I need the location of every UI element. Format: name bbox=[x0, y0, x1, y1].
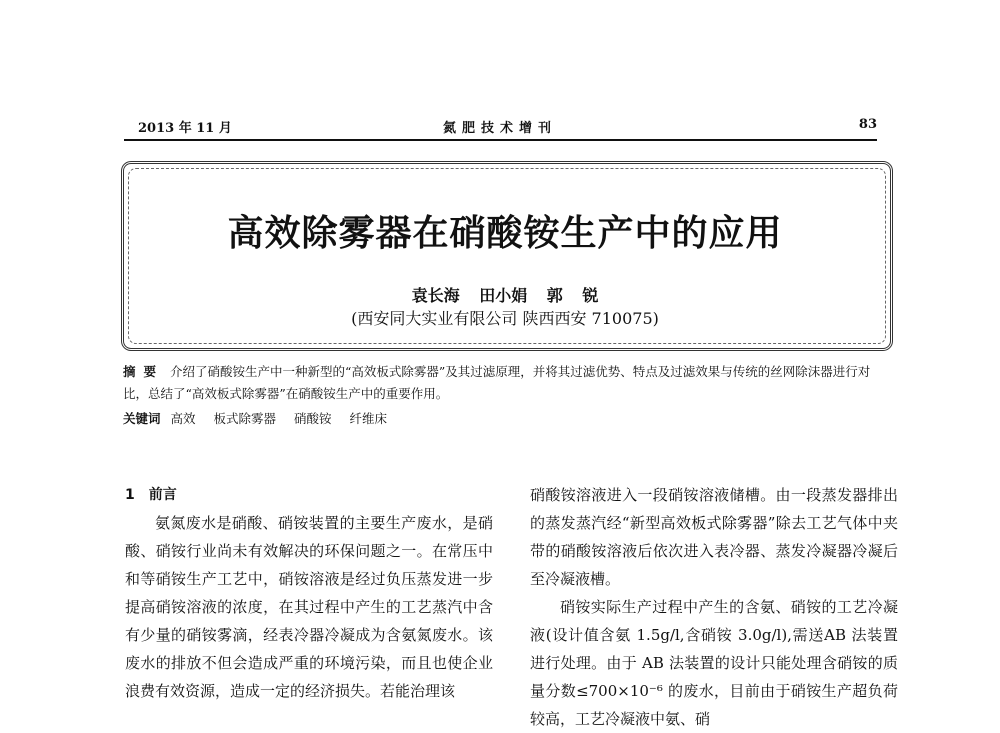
keyword: 纤维床 bbox=[349, 411, 388, 426]
keywords bbox=[123, 409, 893, 427]
article-authors: 袁长海 田小娟 郭 锐 bbox=[411, 286, 599, 305]
body-column-left bbox=[125, 481, 493, 717]
author-affiliation: (西安同大实业有限公司 陕西西安 710075) bbox=[351, 309, 659, 328]
body-column-right bbox=[530, 481, 898, 728]
keyword: 硝酸铵 bbox=[294, 411, 332, 426]
section-heading bbox=[125, 481, 493, 509]
abstract-text: 介绍了硝酸铵生产中一种新型的“高效板式除雾器”及其过滤原理，并将其过滤优势、特点及过滤效果与传统的丝网除沫器进行对比，总结了“高效板式除雾器”在硝酸铵生产中的重要作用。 bbox=[123, 364, 871, 401]
keyword: 板式除雾器 bbox=[213, 411, 277, 426]
body-paragraph: 硝酸铵溶液进入一段硝铵溶液储槽。由一段蒸发器排出的蒸发蒸汽经“新型高效板式除雾器”除去工艺气体中夹带的硝酸铵溶液后依次进入表冷器、蒸发冷凝器冷凝后至冷凝液槽。 bbox=[530, 486, 898, 588]
keyword: 高效 bbox=[170, 411, 196, 426]
header-page-number: 83 bbox=[858, 117, 877, 132]
header-rule bbox=[124, 139, 877, 141]
body-paragraph: 氨氮废水是硝酸、硝铵装置的主要生产废水，是硝酸、硝铵行业尚未有效解决的环保问题之一。在常压中和等硝铵生产工艺中，硝铵溶液是经过负压蒸发进一步提高硝铵溶液的浓度，在其过程中产生的工艺蒸汽中含有少量的硝铵雾滴，经表冷器冷凝成为含氨氮废水。该废水的排放不但会造成严重的环境污染，而且也使企业浪费有效资源，造成一定的经济损失。若能治理该 bbox=[125, 514, 493, 700]
header-journal: 氮肥技术增刊 bbox=[442, 121, 557, 136]
abstract-label: 摘要 bbox=[123, 364, 165, 379]
keywords-label: 关键词 bbox=[123, 411, 161, 426]
article-title: 高效除雾器在硝酸铵生产中的应用 bbox=[227, 213, 783, 254]
abstract bbox=[123, 361, 893, 405]
header-date: 2013 年 11 月 bbox=[138, 121, 232, 136]
section-title: 前言 bbox=[148, 487, 177, 503]
body-paragraph: 硝铵实际生产过程中产生的含氨、硝铵的工艺冷凝液(设计值含氨 1.5g/l,含硝铵 3.0g/l),需送AB 法装置进行处理。由于 AB 法装置的设计只能处理含硝铵的质量分数≤700×10⁻⁶ 的废水，目前由于硝铵生产超负荷较高，工艺冷凝液中氨、硝 bbox=[530, 598, 898, 728]
section-number: 1 bbox=[125, 487, 135, 503]
